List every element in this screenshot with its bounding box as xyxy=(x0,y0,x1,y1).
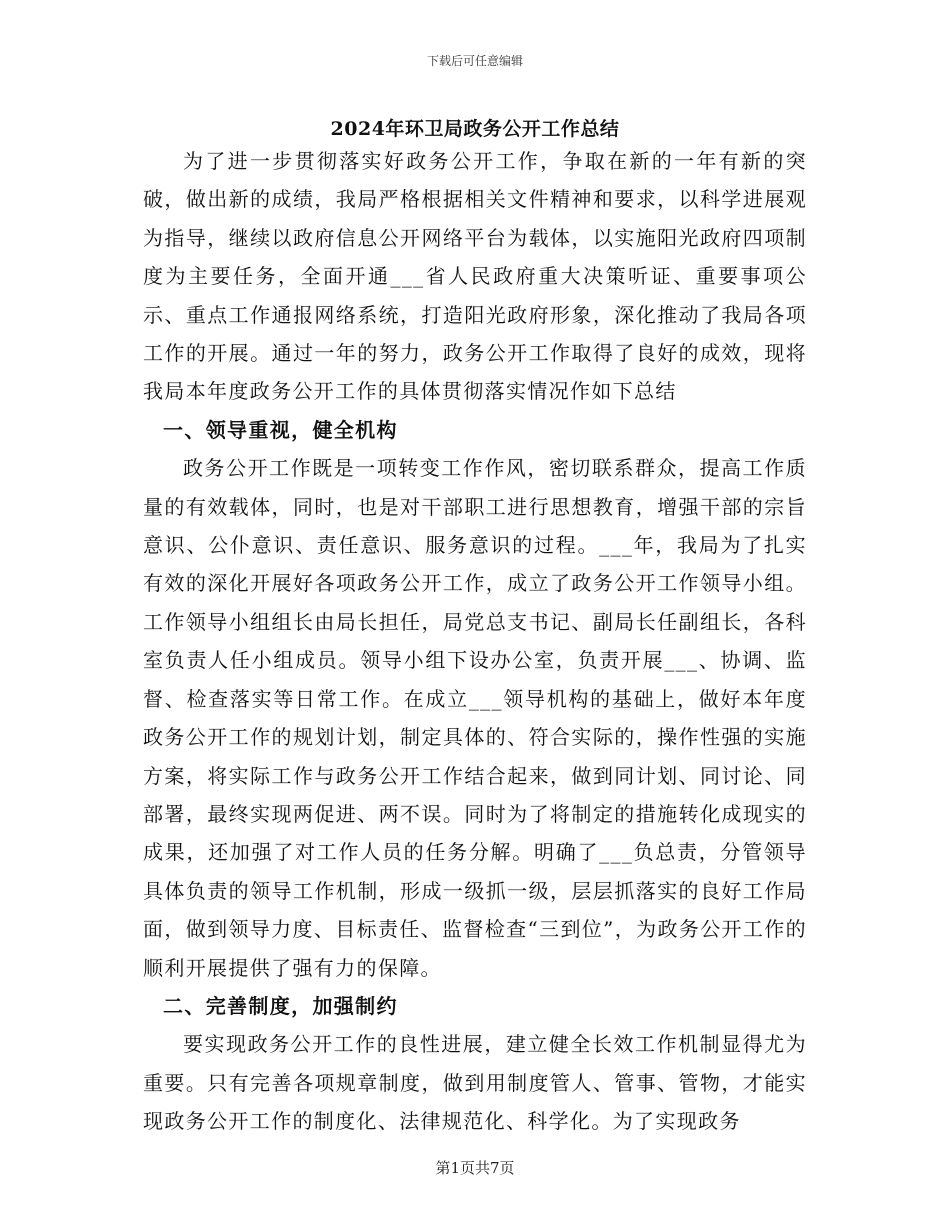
intro-paragraph: 为了进一步贯彻落实好政务公开工作，争取在新的一年有新的突破，做出新的成绩，我局严格根据相关文件精神和要求，以科学进展观为指导，继续以政府信息公开网络平台为载体，以实施阳光政府四项制度为主要任务，全面开通___省人民政府重大决策听证、重要事项公示、重点工作通报网络系统，打造阳光政府形象，深化推动了我局各项工作的开展。通过一年的努力，政务公开工作取得了良好的成效，现将我局本年度政务公开工作的具体贯彻落实情况作如下总结 xyxy=(143,149,807,404)
section-1-heading: 一、领导重视，健全机构 xyxy=(163,417,398,442)
document-title: 2024年环卫局政务公开工作总结 xyxy=(330,118,620,140)
document-body xyxy=(143,142,807,1141)
section-1-paragraph: 政务公开工作既是一项转变工作作风，密切联系群众，提高工作质量的有效载体，同时，也是对干部职工进行思想教育，增强干部的宗旨意识、公仆意识、责任意识、服务意识的过程。___年，我局为了扎实有效的深化开展好各项政务公开工作，成立了政务公开工作领导小组。工作领导小组组长由局长担任，局党总支书记、副局长任副组长，各科室负责人任小组成员。领导小组下设办公室，负责开展___、协调、监督、检查落实等日常工作。在成立___领导机构的基础上，做好本年度政务公开工作的规划计划，制定具体的、符合实际的，操作性强的实施方案，将实际工作与政务公开工作结合起来，做到同计划、同讨论、同部署，最终实现两促进、两不误。同时为了将制定的措施转化成现实的成果，还加强了对工作人员的任务分解。明确了___负总责，分管领导具体负责的领导工作机制，形成一级抓一级，层层抓落实的良好工作局面，做到领导力度、目标责任、监督检查“三到位”，为政务公开工作的顺利开展提供了强有力的保障。 xyxy=(143,456,807,980)
section-2-paragraph: 要实现政务公开工作的良性进展，建立健全长效工作机制显得尤为重要。只有完善各项规章制度，做到用制度管人、管事、管物，才能实现政务公开工作的制度化、法律规范化、科学化。为了实现政务 xyxy=(143,1032,807,1134)
header-note: 下载后可任意编辑 xyxy=(426,54,523,68)
section-2-heading: 二、完善制度，加强制约 xyxy=(163,993,398,1018)
page-number: 第1页共7页 xyxy=(435,1159,515,1177)
